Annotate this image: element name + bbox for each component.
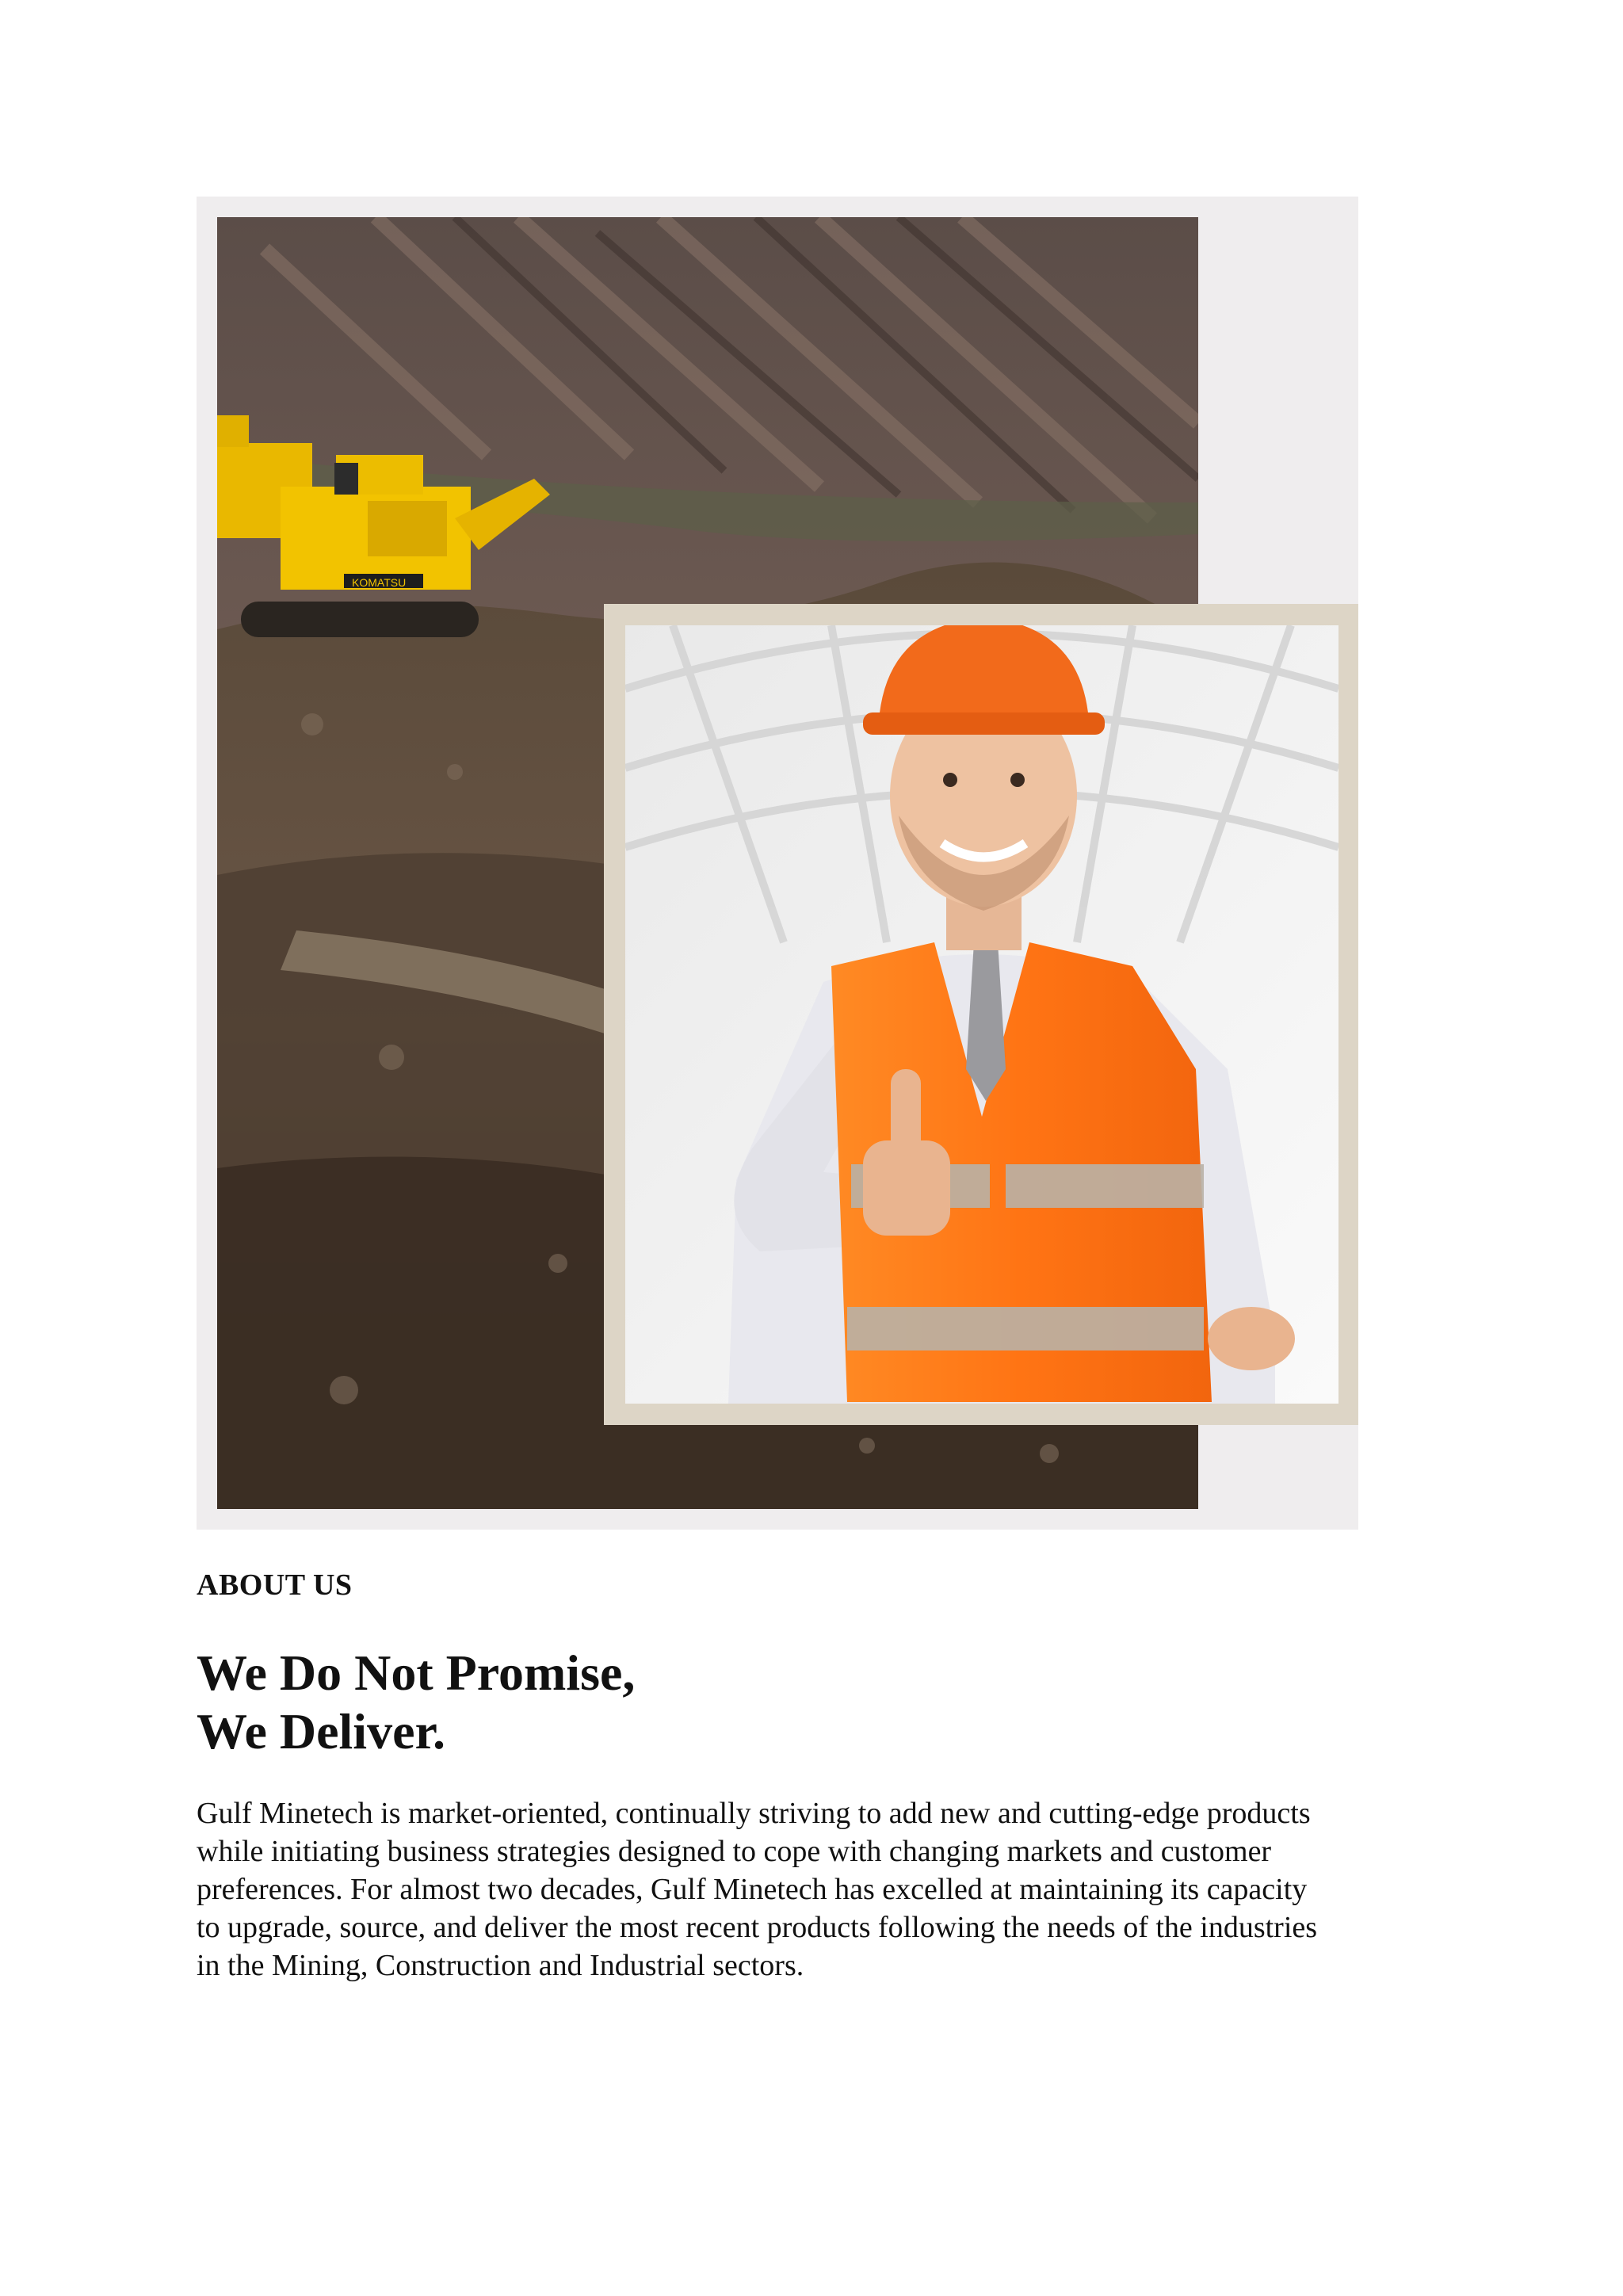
paragraph-line: while initiating business strategies designed to cope with changing markets and customer bbox=[197, 1835, 1272, 1868]
paragraph-line: Gulf Minetech is market-oriented, continually striving to add new and cutting-edge products bbox=[197, 1797, 1311, 1830]
headline bbox=[197, 1644, 635, 1761]
svg-text:KOMATSU: KOMATSU bbox=[352, 576, 407, 589]
worker-thumbs-up-photo bbox=[625, 625, 1338, 1404]
about-paragraph bbox=[197, 1794, 1433, 1985]
headline-line: We Deliver. bbox=[197, 1703, 445, 1759]
headline-line: We Do Not Promise, bbox=[197, 1645, 636, 1701]
paragraph-line: to upgrade, source, and deliver the most recent products following the needs of the industries bbox=[197, 1911, 1318, 1944]
section-label: ABOUT US bbox=[197, 1568, 353, 1602]
paragraph-line: preferences. For almost two decades, Gulf Minetech has excelled at maintaining its capacity bbox=[197, 1873, 1308, 1906]
paragraph-line: in the Mining, Construction and Industrial sectors. bbox=[197, 1949, 804, 1982]
